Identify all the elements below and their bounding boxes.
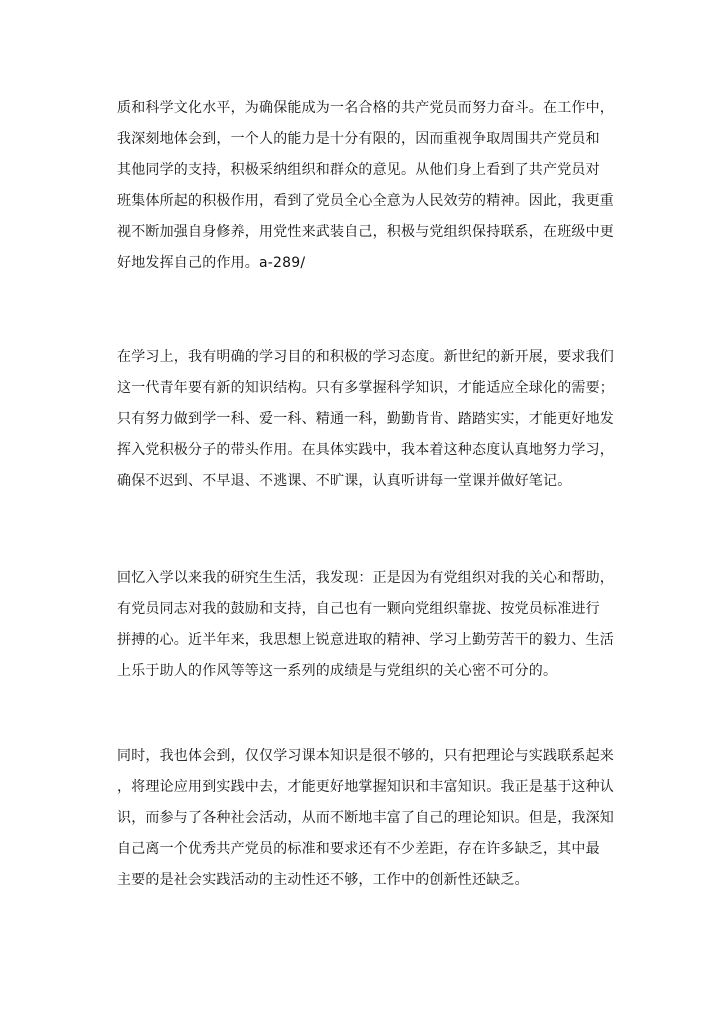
text-line: 主要的是社会实践活动的主动性还不够，工作中的创新性还缺乏。 — [117, 872, 529, 888]
paragraph-1 — [117, 93, 617, 279]
text-line: 自己离一个优秀共产党员的标准和要求还有不少差距，存在许多缺乏，其中最 — [117, 841, 600, 857]
paragraph-4 — [117, 741, 617, 896]
text-line: 有党员同志对我的鼓励和支持，自己也有一颗向党组织靠拢、按党员标准进行 — [117, 601, 600, 617]
text-line: 班集体所起的积极作用，看到了党员全心全意为人民效劳的精神。因此，我更重 — [117, 193, 614, 209]
text-line: 这一代青年要有新的知识结构。只有多掌握科学知识，才能适应全球化的需要； — [117, 380, 614, 396]
text-line: 其他同学的支持，积极采纳组织和群众的意见。从他们身上看到了共产党员对 — [117, 162, 600, 178]
text-line: 识，而参与了各种社会活动，从而不断地丰富了自己的理论知识。但是，我深知 — [117, 810, 614, 826]
text-line: 回忆入学以来我的研究生生活，我发现：正是因为有党组织对我的关心和帮助， — [117, 570, 614, 586]
text-line: 好地发挥自己的作用。a-289/ — [117, 255, 306, 271]
paragraph-2 — [117, 342, 617, 497]
text-line: 视不断加强自身修养，用党性来武装自己，积极与党组织保持联系，在班级中更 — [117, 224, 614, 240]
text-line: 质和科学文化水平，为确保能成为一名合格的共产党员而努力奋斗。在工作中， — [117, 100, 614, 116]
paragraph-3 — [117, 563, 617, 687]
text-line: 我深刻地体会到，一个人的能力是十分有限的，因而重视争取周围共产党员和 — [117, 131, 600, 147]
text-line: 挥入党积极分子的带头作用。在具体实践中，我本着这种态度认真地努力学习， — [117, 442, 614, 458]
text-line: 拼搏的心。近半年来，我思想上锐意进取的精神、学习上勤劳苦干的毅力、生活 — [117, 632, 614, 648]
text-line: ，将理论应用到实践中去，才能更好地掌握知识和丰富知识。我正是基于这种认 — [117, 779, 614, 795]
text-line: 确保不迟到、不早退、不逃课、不旷课，认真听讲每一堂课并做好笔记。 — [117, 473, 572, 489]
text-line: 同时，我也体会到，仅仅学习课本知识是很不够的，只有把理论与实践联系起来 — [117, 748, 614, 764]
text-line: 上乐于助人的作风等等这一系列的成绩是与党组织的关心密不可分的。 — [117, 663, 558, 679]
text-line: 在学习上，我有明确的学习目的和积极的学习态度。新世纪的新开展，要求我们 — [117, 349, 614, 365]
text-line: 只有努力做到学一科、爱一科、精通一科，勤勤肯肯、踏踏实实，才能更好地发 — [117, 411, 614, 427]
